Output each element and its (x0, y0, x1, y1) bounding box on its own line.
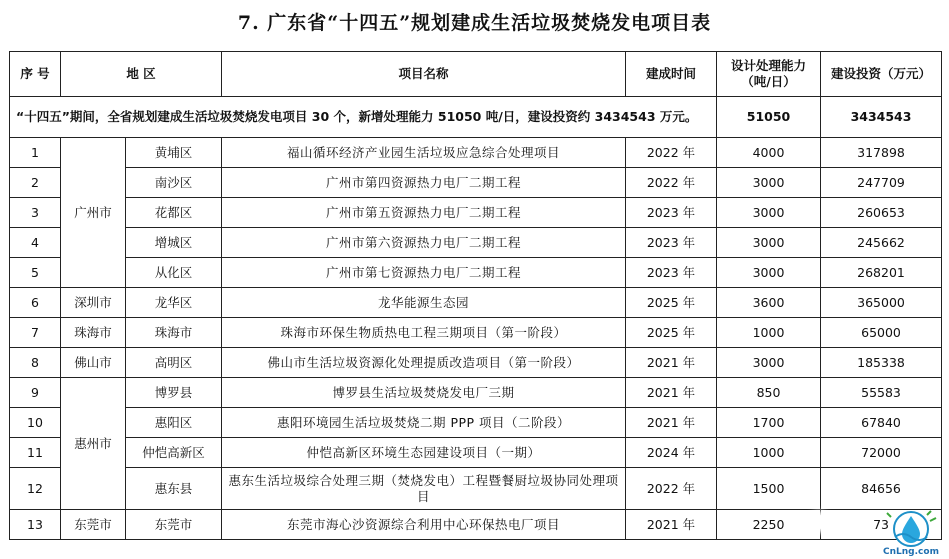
row-time: 2022 年 (626, 468, 717, 510)
summary-text: “十四五”期间，全省规划建成生活垃圾焚烧发电项目 30 个，新增处理能力 51050 吨/日，建设投资约 3434543 万元。 (10, 97, 717, 138)
row-time: 2021 年 (626, 348, 717, 378)
row-seq: 8 (10, 348, 61, 378)
row-investment: 245662 (821, 228, 942, 258)
row-seq: 9 (10, 378, 61, 408)
row-project: 佛山市生活垃圾资源化处理提质改造项目（第一阶段） (222, 348, 626, 378)
row-project: 广州市第四资源热力电厂二期工程 (222, 168, 626, 198)
table-row (10, 318, 942, 348)
row-capacity: 850 (717, 378, 821, 408)
row-seq: 13 (10, 510, 61, 540)
row-seq: 7 (10, 318, 61, 348)
row-district: 龙华区 (126, 288, 222, 318)
row-seq: 5 (10, 258, 61, 288)
city-cell: 惠州市 (61, 378, 126, 510)
row-district: 东莞市 (126, 510, 222, 540)
row-seq: 12 (10, 468, 61, 510)
row-seq: 3 (10, 198, 61, 228)
row-investment: 84656 (821, 468, 942, 510)
row-project: 博罗县生活垃圾焚烧发电厂三期 (222, 378, 626, 408)
row-capacity: 3000 (717, 198, 821, 228)
table-row (10, 468, 942, 510)
row-time: 2025 年 (626, 318, 717, 348)
row-capacity: 3000 (717, 228, 821, 258)
row-capacity: 1000 (717, 318, 821, 348)
row-project: 广州市第七资源热力电厂二期工程 (222, 258, 626, 288)
row-seq: 10 (10, 408, 61, 438)
page-title: 7. 广东省“十四五”规划建成生活垃圾焚烧发电项目表 (237, 12, 712, 34)
row-capacity: 3000 (717, 258, 821, 288)
row-capacity: 1700 (717, 408, 821, 438)
summary-row (10, 97, 942, 138)
row-time: 2021 年 (626, 378, 717, 408)
row-project: 龙华能源生态园 (222, 288, 626, 318)
row-seq: 1 (10, 138, 61, 168)
row-time: 2023 年 (626, 228, 717, 258)
row-time: 2021 年 (626, 510, 717, 540)
row-district: 珠海市 (126, 318, 222, 348)
droplet-logo-icon (883, 509, 939, 557)
table-row (10, 510, 942, 540)
row-investment: 260653 (821, 198, 942, 228)
table-row (10, 198, 942, 228)
row-project: 福山循环经济产业园生活垃圾应急综合处理项目 (222, 138, 626, 168)
row-district: 花都区 (126, 198, 222, 228)
table-row (10, 408, 942, 438)
row-capacity: 2250 (717, 510, 821, 540)
table-row (10, 438, 942, 468)
watermark-glow (812, 515, 826, 529)
table-row (10, 228, 942, 258)
row-district: 从化区 (126, 258, 222, 288)
row-district: 增城区 (126, 228, 222, 258)
row-seq: 2 (10, 168, 61, 198)
row-investment: 55583 (821, 378, 942, 408)
row-time: 2021 年 (626, 408, 717, 438)
row-seq: 4 (10, 228, 61, 258)
row-investment: 73 (821, 510, 942, 540)
header-project: 项目名称 (222, 52, 626, 97)
city-cell: 珠海市 (61, 318, 126, 348)
row-project: 惠东生活垃圾综合处理三期（焚烧发电）工程暨餐厨垃圾协同处理项目 (222, 468, 626, 510)
summary-capacity: 51050 (717, 97, 821, 138)
row-district: 高明区 (126, 348, 222, 378)
row-district: 黄埔区 (126, 138, 222, 168)
row-project: 广州市第六资源热力电厂二期工程 (222, 228, 626, 258)
table-row (10, 138, 942, 168)
row-capacity: 1000 (717, 438, 821, 468)
city-cell: 东莞市 (61, 510, 126, 540)
row-seq: 11 (10, 438, 61, 468)
row-capacity: 3600 (717, 288, 821, 318)
table-row (10, 378, 942, 408)
row-time: 2025 年 (626, 288, 717, 318)
header-investment: 建设投资（万元） (821, 52, 942, 97)
row-project: 仲恺高新区环境生态园建设项目（一期） (222, 438, 626, 468)
city-cell: 佛山市 (61, 348, 126, 378)
row-time: 2022 年 (626, 168, 717, 198)
row-capacity: 4000 (717, 138, 821, 168)
row-district: 博罗县 (126, 378, 222, 408)
row-investment: 247709 (821, 168, 942, 198)
row-investment: 268201 (821, 258, 942, 288)
header-region: 地 区 (61, 52, 222, 97)
row-project: 惠阳环境园生活垃圾焚烧二期 PPP 项目（二阶段） (222, 408, 626, 438)
table-row (10, 258, 942, 288)
row-project: 东莞市海心沙资源综合利用中心环保热电厂项目 (222, 510, 626, 540)
row-investment: 185338 (821, 348, 942, 378)
row-time: 2024 年 (626, 438, 717, 468)
summary-investment: 3434543 (821, 97, 942, 138)
header-row (10, 52, 942, 97)
row-district: 惠东县 (126, 468, 222, 510)
row-district: 南沙区 (126, 168, 222, 198)
row-investment: 67840 (821, 408, 942, 438)
table-row (10, 348, 942, 378)
row-project: 珠海市环保生物质热电工程三期项目（第一阶段） (222, 318, 626, 348)
row-investment: 65000 (821, 318, 942, 348)
header-time: 建成时间 (626, 52, 717, 97)
project-table (9, 51, 942, 540)
row-seq: 6 (10, 288, 61, 318)
header-seq: 序 号 (10, 52, 61, 97)
row-time: 2023 年 (626, 258, 717, 288)
row-investment: 72000 (821, 438, 942, 468)
row-capacity: 3000 (717, 168, 821, 198)
row-time: 2023 年 (626, 198, 717, 228)
row-investment: 365000 (821, 288, 942, 318)
table-row (10, 288, 942, 318)
row-project: 广州市第五资源热力电厂二期工程 (222, 198, 626, 228)
watermark-text: CnLng.com (883, 547, 939, 557)
city-cell: 深圳市 (61, 288, 126, 318)
row-district: 惠阳区 (126, 408, 222, 438)
row-district: 仲恺高新区 (126, 438, 222, 468)
row-capacity: 1500 (717, 468, 821, 510)
header-capacity: 设计处理能力（吨/日） (717, 52, 821, 97)
city-cell: 广州市 (61, 138, 126, 288)
row-investment: 317898 (821, 138, 942, 168)
table-row (10, 168, 942, 198)
row-capacity: 3000 (717, 348, 821, 378)
row-time: 2022 年 (626, 138, 717, 168)
